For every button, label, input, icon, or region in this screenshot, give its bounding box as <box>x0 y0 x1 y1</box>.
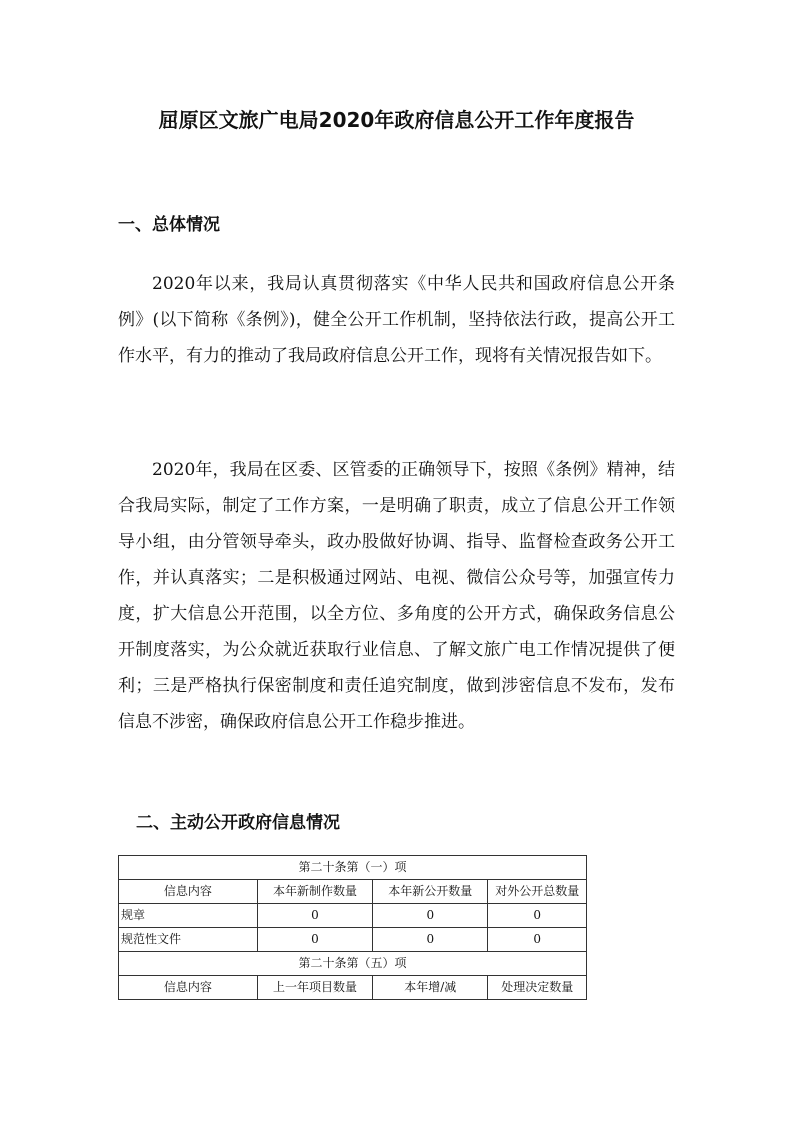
table-cell: 规范性文件 <box>119 928 258 952</box>
table-cell: 0 <box>257 904 372 928</box>
column-header: 本年新公开数量 <box>373 880 488 904</box>
column-header: 信息内容 <box>119 880 258 904</box>
section-heading-disclosure: 二、主动公开政府信息情况 <box>136 813 340 833</box>
column-header: 上一年项目数量 <box>257 976 372 1000</box>
paragraph-measures: 2020年，我局在区委、区管委的正确领导下，按照《条例》精神，结合我局实际，制定了工作方案，一是明确了职责，成立了信息公开工作领导小组，由分管领导牵头，政办股做好协调、指导、监督检查政务公开工作，并认真落实；二是积极通过网站、电视、微信公众号等，加强宣传力度，扩大信息公开范围，以全方位、多角度的公开方式，确保政务信息公开制度落实，为公众就近获取行业信息、了解文旅广电工作情况提供了便利；三是严格执行保密制度和责任追究制度，做到涉密信息不发布，发布信息不涉密，确保政府信息公开工作稳步推进。 <box>118 460 675 732</box>
column-header: 处理决定数量 <box>488 976 587 1000</box>
table-row <box>119 904 587 928</box>
table-cell: 0 <box>257 928 372 952</box>
table-caption: 第二十条第（五）项 <box>119 952 587 976</box>
disclosure-table <box>118 855 587 1000</box>
table-cell: 规章 <box>119 904 258 928</box>
column-header: 对外公开总数量 <box>488 880 587 904</box>
section-heading-overview: 一、总体情况 <box>118 215 220 235</box>
column-header: 信息内容 <box>119 976 258 1000</box>
table-caption: 第二十条第（一）项 <box>119 856 587 880</box>
table-cell: 0 <box>373 928 488 952</box>
table-header-row <box>119 976 587 1000</box>
table-row <box>119 928 587 952</box>
table-caption-row <box>119 856 587 880</box>
paragraph-intro: 2020年以来，我局认真贯彻落实《中华人民共和国政府信息公开条例》(以下简称《条例》)，健全公开工作机制，坚持依法行政，提高公开工作水平，有力的推动了我局政府信息公开工作，现将有关情况报告如下。 <box>118 274 675 366</box>
table-caption-row <box>119 952 587 976</box>
table-cell: 0 <box>373 904 488 928</box>
table-header-row <box>119 880 587 904</box>
column-header: 本年增/减 <box>373 976 488 1000</box>
report-title: 屈原区文旅广电局2020年政府信息公开工作年度报告 <box>158 108 635 132</box>
column-header: 本年新制作数量 <box>257 880 372 904</box>
table-cell: 0 <box>488 904 587 928</box>
table-cell: 0 <box>488 928 587 952</box>
